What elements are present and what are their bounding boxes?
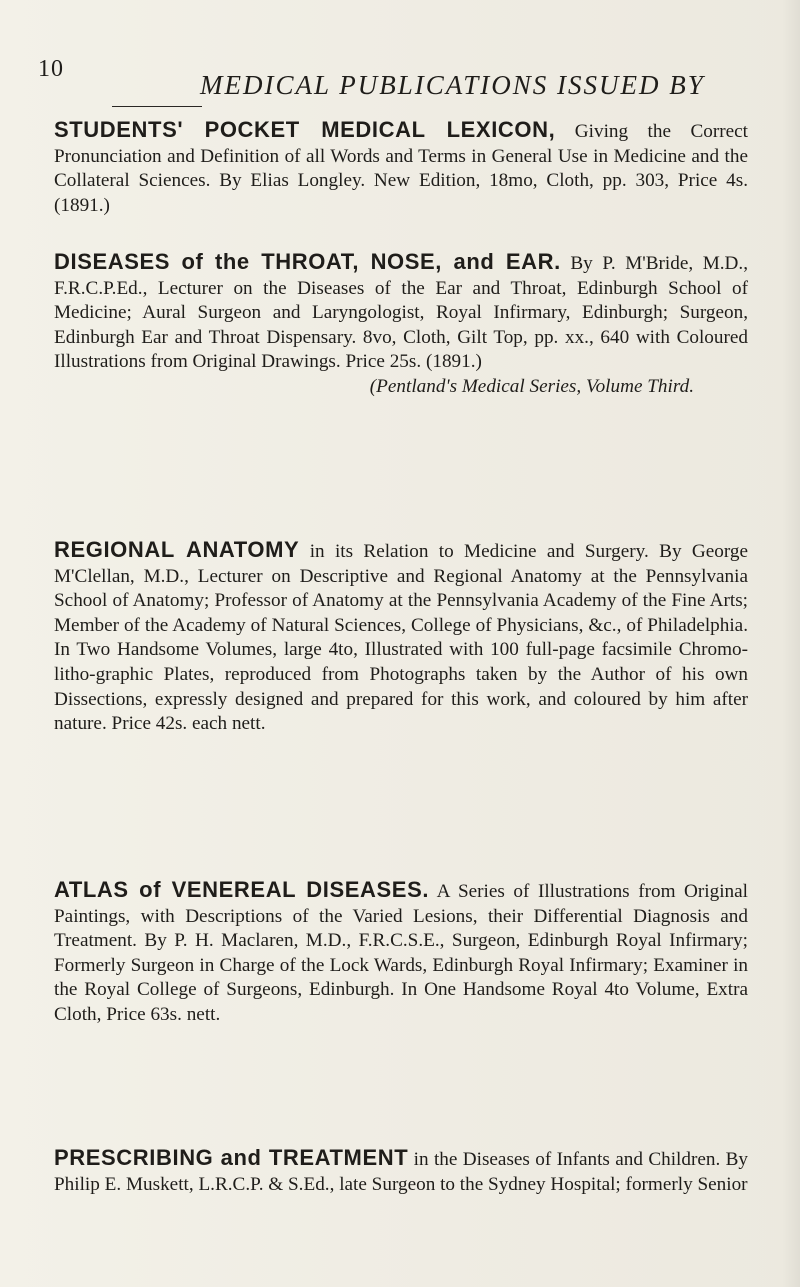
entry-title: REGIONAL ANATOMY — [54, 537, 300, 562]
series-note-row — [54, 375, 748, 399]
entry-description: Giving the Correct Pronunciation and Definition of all Words and Terms in General Use in Medicine and the Collateral Sciences. By Elias Longley. New Edition, 18mo, Cloth, pp. 303, Price 4s. (1891.) — [54, 121, 748, 216]
catalog-entry — [54, 878, 748, 1028]
entry-description: in the Diseases of Infants and Children. By Philip E. Muskett, L.R.C.P. & S.Ed., late Surgeon to the Sydney Hospital; formerly Senior — [54, 1149, 749, 1195]
entry-title: ATLAS of VENEREAL DISEASES. — [54, 877, 430, 902]
catalog-entry — [54, 118, 748, 218]
entry-description: A Series of Illustrations from Original Paintings, with Descriptions of the Varied Lesions, their Differential Diagnosis and Treatment. By P. H. Maclaren, M.D., F.R.C.S.E., Surgeon, Edinburgh Royal Infirmary; Formerly Surgeon in Charge of the Lock Wards, Edinburgh Royal Infirmary; Examiner in the Royal College of Surgeons, Edinburgh. In One Handsome Royal 4to Volume, Extra Cloth, Price 63s. nett. — [54, 881, 749, 1025]
series-note: (Pentland's Medical Series, Volume Third. — [369, 375, 694, 397]
page-number: 10 — [38, 56, 64, 82]
header-rule — [112, 106, 202, 107]
entry-title: DISEASES of the THROAT, NOSE, and EAR. — [54, 249, 561, 274]
entry-title: PRESCRIBING and TREATMENT — [54, 1145, 409, 1170]
catalog-entry — [54, 250, 748, 399]
page-edge-shadow — [782, 0, 800, 1287]
entry-description: in its Relation to Medicine and Surgery. By George M'Clellan, M.D., Lecturer on Descriptive and Regional Anatomy at the Pennsylvania School of Anatomy; Professor of Anatomy at the Pennsylvania Academy of the Fine Arts; Member of the Academy of Natural Sciences, College of Physicians, &c., of Philadelphia. In Two Handsome Volumes, large 4to, Illustrated with 100 full-page facsimile Chromo-litho-graphic Plates, reproduced from Photographs taken by the Author of his own Dissections, expressly designed and prepared for this work, and coloured by him after nature. Price 42s. each nett. — [54, 541, 749, 735]
running-head: MEDICAL PUBLICATIONS ISSUED BY — [200, 70, 705, 100]
entry-title: STUDENTS' POCKET MEDICAL LEXICON, — [54, 117, 556, 142]
catalog-entry — [54, 538, 748, 737]
catalog-entry — [54, 1146, 748, 1197]
entry-description: By P. M'Bride, M.D., F.R.C.P.Ed., Lecturer on the Diseases of the Ear and Throat, Edinburgh School of Medicine; Aural Surgeon and Laryngologist, Royal Infirmary, Edinburgh; Surgeon, Edinburgh Ear and Throat Dispensary. 8vo, Cloth, Gilt Top, pp. xx., 640 with Coloured Illustrations from Original Drawings. Price 25s. (1891.) — [54, 253, 748, 373]
